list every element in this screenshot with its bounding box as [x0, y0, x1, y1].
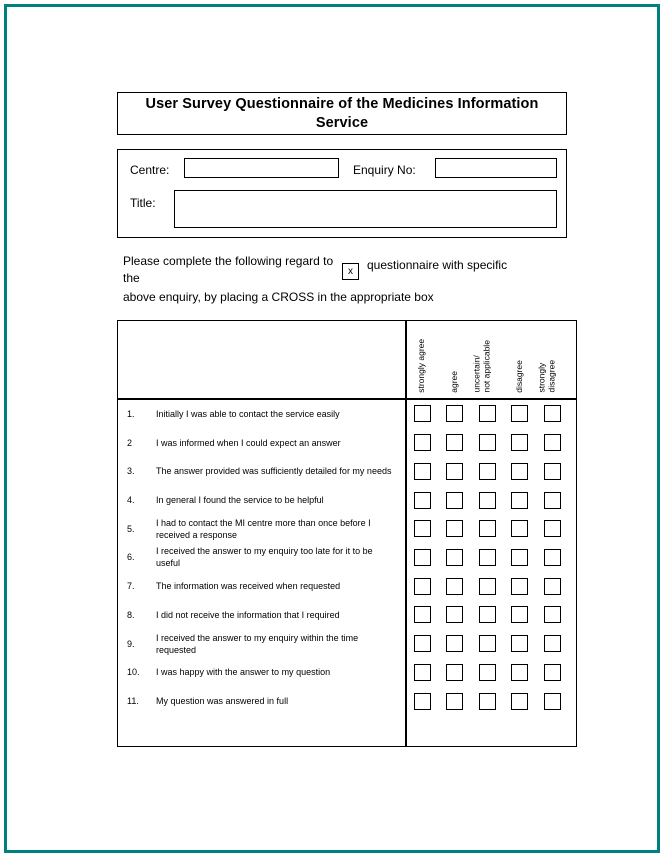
checkbox-strongly-agree[interactable]	[414, 405, 431, 422]
question-text: My question was answered in full	[156, 696, 289, 707]
checkbox-agree[interactable]	[446, 434, 463, 451]
question-row	[118, 457, 576, 486]
question-text: The information was received when requested	[156, 581, 341, 592]
instructions-text-a: Please complete the following regard to the	[123, 254, 334, 286]
question-text: The answer provided was sufficiently detailed for my needs	[156, 466, 392, 477]
page-title: User Survey Questionnaire of the Medicines Information Service	[145, 96, 539, 131]
checkbox-strongly-disagree[interactable]	[544, 578, 561, 595]
question-text: In general I found the service to be helpful	[156, 494, 324, 505]
question-row	[118, 543, 576, 572]
checkbox-strongly-agree[interactable]	[414, 434, 431, 451]
centre-input[interactable]	[184, 158, 339, 178]
checkbox-agree[interactable]	[446, 664, 463, 681]
question-number: 7.	[127, 581, 135, 592]
answer-checkbox-group	[405, 658, 576, 687]
checkbox-strongly-agree[interactable]	[414, 463, 431, 480]
checkbox-disagree[interactable]	[511, 578, 528, 595]
answer-checkbox-group	[405, 572, 576, 601]
instructions-line-1	[123, 253, 571, 287]
checkbox-agree[interactable]	[446, 492, 463, 509]
details-box	[117, 149, 567, 238]
checkbox-uncertain-not-applicable[interactable]	[479, 606, 496, 623]
question-number: 6.	[127, 552, 135, 563]
answer-checkbox-group	[405, 400, 576, 429]
checkbox-uncertain-not-applicable[interactable]	[479, 492, 496, 509]
checkbox-strongly-disagree[interactable]	[544, 492, 561, 509]
scale-header-uncertain-not-applicable: uncertain/ not applicable	[471, 340, 492, 393]
question-text: I received the answer to my enquiry within the time requested	[156, 632, 359, 655]
checkbox-agree[interactable]	[446, 405, 463, 422]
question-number: 10.	[127, 667, 140, 678]
checkbox-agree[interactable]	[446, 520, 463, 537]
checkbox-strongly-agree[interactable]	[414, 693, 431, 710]
checkbox-uncertain-not-applicable[interactable]	[479, 463, 496, 480]
question-row	[118, 687, 576, 716]
page-border	[4, 4, 660, 853]
checkbox-agree[interactable]	[446, 549, 463, 566]
question-number: 3.	[127, 466, 135, 477]
checkbox-agree[interactable]	[446, 693, 463, 710]
checkbox-uncertain-not-applicable[interactable]	[479, 693, 496, 710]
question-row	[118, 428, 576, 457]
checkbox-strongly-disagree[interactable]	[544, 606, 561, 623]
question-number: 5.	[127, 523, 135, 534]
scale-header-row	[405, 321, 576, 398]
checkbox-disagree[interactable]	[511, 549, 528, 566]
question-text: I did not receive the information that I required	[156, 609, 340, 620]
checkbox-disagree[interactable]	[511, 635, 528, 652]
checkbox-disagree[interactable]	[511, 405, 528, 422]
checkbox-disagree[interactable]	[511, 664, 528, 681]
checkbox-agree[interactable]	[446, 635, 463, 652]
question-text: I received the answer to my enquiry too late for it to be useful	[156, 546, 373, 569]
scale-header-agree: agree	[449, 371, 460, 393]
checkbox-strongly-agree[interactable]	[414, 520, 431, 537]
checkbox-disagree[interactable]	[511, 606, 528, 623]
instructions-block	[123, 253, 571, 304]
question-number: 4.	[127, 495, 135, 506]
instructions-text-b: questionnaire with specific	[367, 258, 508, 272]
answer-checkbox-group	[405, 687, 576, 716]
question-row	[118, 629, 576, 658]
checkbox-strongly-agree[interactable]	[414, 635, 431, 652]
checkbox-agree[interactable]	[446, 578, 463, 595]
scale-header-strongly-agree: strongly agree	[416, 339, 427, 393]
question-row	[118, 514, 576, 543]
document-title-box	[117, 92, 567, 135]
question-number: 11.	[127, 696, 139, 707]
question-row	[118, 486, 576, 515]
question-row	[118, 658, 576, 687]
enquiry-no-label: Enquiry No:	[353, 163, 416, 177]
checkbox-uncertain-not-applicable[interactable]	[479, 578, 496, 595]
checkbox-strongly-agree[interactable]	[414, 606, 431, 623]
checkbox-strongly-disagree[interactable]	[544, 664, 561, 681]
checkbox-strongly-disagree[interactable]	[544, 549, 561, 566]
checkbox-disagree[interactable]	[511, 492, 528, 509]
question-number: 2	[127, 437, 133, 448]
answer-checkbox-group	[405, 457, 576, 486]
checkbox-disagree[interactable]	[511, 520, 528, 537]
checkbox-disagree[interactable]	[511, 693, 528, 710]
checkbox-agree[interactable]	[446, 463, 463, 480]
centre-label: Centre:	[130, 163, 170, 177]
checkbox-strongly-agree[interactable]	[414, 664, 431, 681]
question-row	[118, 572, 576, 601]
checkbox-disagree[interactable]	[511, 434, 528, 451]
checkbox-strongly-agree[interactable]	[414, 492, 431, 509]
question-text: Initially I was able to contact the service easily	[156, 408, 340, 419]
checkbox-strongly-disagree[interactable]	[544, 520, 561, 537]
checkbox-agree[interactable]	[446, 606, 463, 623]
scale-header-strongly-disagree: strongly disagree	[536, 360, 557, 393]
title-field-label: Title:	[130, 196, 156, 210]
answer-checkbox-group	[405, 629, 576, 658]
question-text: I was happy with the answer to my question	[156, 667, 331, 678]
checkbox-strongly-agree[interactable]	[414, 549, 431, 566]
checkbox-strongly-disagree[interactable]	[544, 405, 561, 422]
answer-checkbox-group	[405, 601, 576, 630]
answer-checkbox-group	[405, 428, 576, 457]
answer-checkbox-group	[405, 486, 576, 515]
question-row	[118, 601, 576, 630]
question-number: 9.	[127, 638, 135, 649]
instructions-line-2: above enquiry, by placing a CROSS in the appropriate box	[123, 290, 434, 304]
checkbox-strongly-disagree[interactable]	[544, 693, 561, 710]
checkbox-uncertain-not-applicable[interactable]	[479, 635, 496, 652]
answer-checkbox-group	[405, 543, 576, 572]
survey-sheet	[7, 7, 663, 856]
checkbox-strongly-agree[interactable]	[414, 578, 431, 595]
question-rows	[118, 400, 576, 747]
question-row	[118, 400, 576, 429]
answer-checkbox-group	[405, 514, 576, 543]
question-text: I had to contact the MI centre more than once before I received a response	[156, 517, 371, 540]
checkbox-uncertain-not-applicable[interactable]	[479, 549, 496, 566]
checkbox-strongly-disagree[interactable]	[544, 434, 561, 451]
checkbox-uncertain-not-applicable[interactable]	[479, 520, 496, 537]
checkbox-strongly-disagree[interactable]	[544, 635, 561, 652]
example-cross-box: x	[342, 263, 359, 280]
checkbox-strongly-disagree[interactable]	[544, 463, 561, 480]
question-text: I was informed when I could expect an answer	[156, 437, 341, 448]
checkbox-uncertain-not-applicable[interactable]	[479, 664, 496, 681]
enquiry-no-input[interactable]	[435, 158, 557, 178]
question-number: 1.	[127, 408, 135, 419]
checkbox-uncertain-not-applicable[interactable]	[479, 434, 496, 451]
question-number: 8.	[127, 609, 135, 620]
checkbox-disagree[interactable]	[511, 463, 528, 480]
checkbox-uncertain-not-applicable[interactable]	[479, 405, 496, 422]
survey-table	[117, 320, 577, 747]
title-input[interactable]	[174, 190, 557, 228]
scale-header-disagree: disagree	[514, 360, 525, 393]
